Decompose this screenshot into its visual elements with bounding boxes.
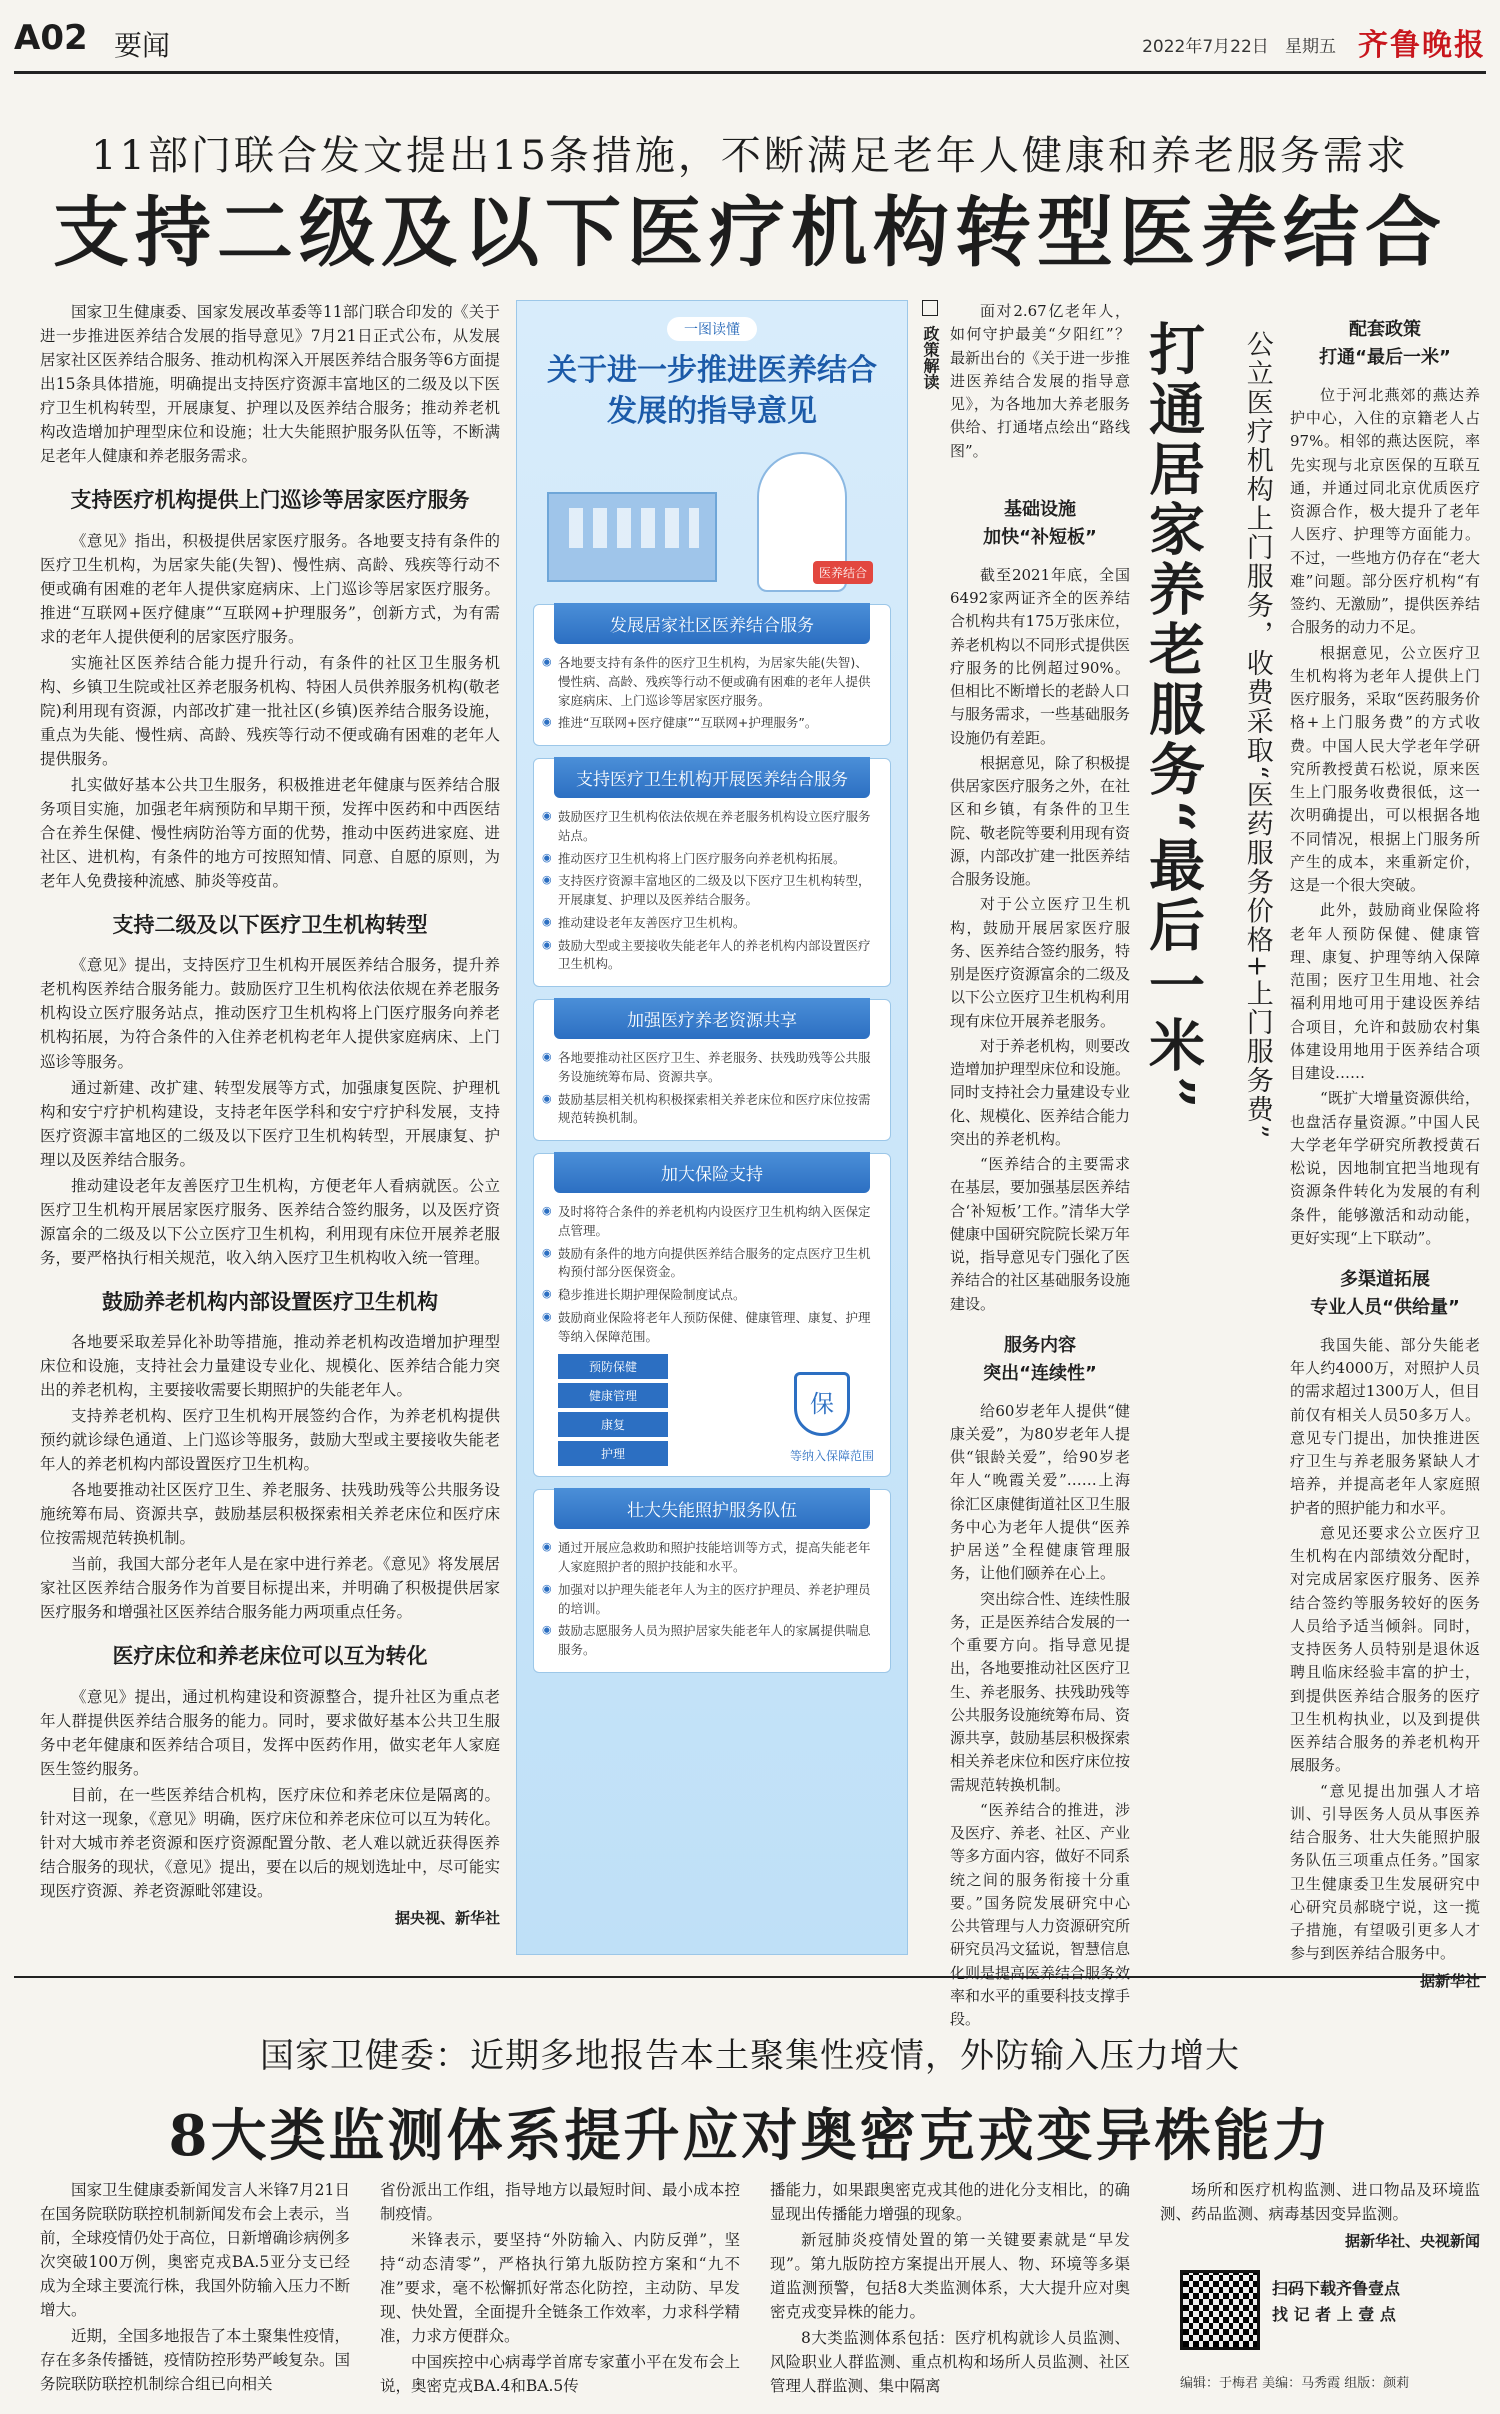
paragraph: 中国疾控中心病毒学首席专家董小平在发布会上说，奥密克戎BA.4和BA.5传 <box>380 2353 740 2396</box>
infographic-item: ◉ 鼓励大型或主要接收失能老年人的养老机构内部设置医疗卫生机构。 <box>534 935 890 977</box>
paragraph: “意见提出加强人才培训、引导医务人员从事医养结合服务、壮大失能照护服务队伍三项重点任务。”国家卫生健康委卫生发展研究中心研究员郝晓宁说，这一揽子措施，有望吸引更多人才参与到医养结合服务中。 <box>1290 1781 1480 1963</box>
infographic-item: ◉ 及时将符合条件的养老机构内设医疗卫生机构纳入医保定点管理。 <box>534 1201 890 1243</box>
infographic-item: ◉ 各地要推动社区医疗卫生、养老服务、扶残助残等公共服务设施统筹布局、资源共享。 <box>534 1047 890 1089</box>
source-credit: 据新华社 <box>1419 1971 1480 1990</box>
staff-credits: 编辑：于梅君 美编：马秀霞 组版：颜莉 <box>1180 2376 1410 2391</box>
article-lead: 国家卫生健康委、国家发展改革委等11部门联合印发的《关于进一步推进医养结合发展的指导意见》7月21日正式公布，从发展居家社区医养结合服务、推动机构深入开展医养结合服务等6方面提出15条具体措施，明确提出支持医疗资源丰富地区的二级及以下医疗卫生机构转型，开展康复、护理以及医养结合服务；推动养老机构改造增加护理型床位和设施；壮大失能照护服务队伍等，不断满足老年人健康和养老服务需求。 <box>40 303 500 466</box>
paragraph: 近期，全国多地报告了本土聚集性疫情，存在多条传播链，疫情防控形势严峻复杂。国务院联防联控机制综合组已向相关 <box>40 2327 351 2394</box>
dateline <box>1142 32 1336 57</box>
qr-caption <box>1272 2276 1400 2327</box>
explainer-col-b <box>1290 300 1480 1993</box>
infographic-title <box>517 351 907 432</box>
paragraph: 场所和医疗机构监测、进口物品及环境监测、药品监测、病毒基因变异监测。 <box>1160 2181 1480 2224</box>
coverage-chip: 预防保健 <box>558 1354 668 1379</box>
paragraph: 对于公立医疗卫生机构，鼓励开展居家医疗服务、医养结合签约服务，特别是医疗资源富余的二级及以下公立医疗卫生机构利用现有床位开展养老服务。 <box>950 895 1131 1030</box>
paragraph: 省份派出工作组，指导地方以最短时间、最小成本控制疫情。 <box>380 2181 740 2224</box>
paragraph: “既扩大增量资源供给，也盘活存量资源。”中国人民大学老年学研究所教授黄石松说，因地制宜把当地现有资源条件转化为发展的有利条件，能够激活和动动能，更好实现“上下联动”。 <box>1290 1089 1480 1247</box>
paragraph: 位于河北燕郊的燕达养护中心，入住的京籍老人占97%。相邻的燕达医院，率先实现与北京医保的互联互通，并通过同北京优质医疗资源合作，极大提升了老年人医疗、护理等方面能力。不过，一些地方仍存在“老大难”问题。部分医疗机构“有签约、无激励”，提供医养结合服务的动力不足。 <box>1290 385 1480 637</box>
paragraph: 给60岁老年人提供“健康关爱”，为80岁老年人提供“银龄关爱”，给90岁老年人“晚霞关爱”……上海徐汇区康健街道社区卫生服务中心为老年人提供“医养护居送”全程健康管理服务，让他们颐养在心上。 <box>950 1401 1131 1583</box>
explainer-intro-text: 面对2.67亿老年人，如何守护最美“夕阳红”？最新出台的《关于进一步推进医养结合发展的指导意见》，为各地加大养老服务供给、打通堵点绘出“路线图”。 <box>950 302 1131 460</box>
source-credit: 据央视、新华社 <box>394 1909 500 1928</box>
weekday: 星期五 <box>1285 37 1336 57</box>
bottom-headline: 8大类监测体系提升应对奥密克戎变异株能力 <box>168 2103 1332 2169</box>
source-credit: 据新华社、央视新闻 <box>1344 2232 1480 2251</box>
paragraph: 实施社区医养结合能力提升行动，有条件的社区卫生服务机构、乡镇卫生院或社区养老服务机构、特困人员供养服务机构(敬老院)利用现有资源，内部改扩建一批社区(乡镇)医养结合服务设施，重点为失能、慢性病、高龄、残疾等行动不便或确有困难的老年人提供服务。 <box>40 653 500 768</box>
paragraph: 新冠肺炎疫情处置的第一关键要素就是“早发现”。第九版防控方案提出开展人、物、环境等多渠道监测预警，包括8大类监测体系，大大提升应对奥密克戎变异株的能力。 <box>770 2231 1130 2322</box>
top-kicker: 11部门联合发文提出15条措施，不断满足老年人健康和养老服务需求 <box>91 133 1409 179</box>
bottom-col-4 <box>1160 2178 1480 2253</box>
paragraph: 8大类监测体系包括：医疗机构就诊人员监测、风险职业人群监测、重点机构和场所人员监测、社区管理人群监测、集中隔离 <box>770 2329 1130 2396</box>
qr-caption-line: 找 记 者 上 壹 点 <box>1272 2304 1396 2324</box>
coverage-chip: 护理 <box>558 1441 668 1466</box>
bottom-col-2 <box>380 2178 740 2400</box>
infographic-section <box>533 758 891 987</box>
infographic-item: ◉ 推进“互联网+医疗健康”“互联网+护理服务”。 <box>534 712 890 735</box>
infographic-section-title: 壮大失能照护服务队伍 <box>554 1488 870 1529</box>
paragraph: 《意见》提出，通过机构建设和资源整合，提升社区为重点老年人群提供医养结合服务的能力。同时，要求做好基本公共卫生服务中老年健康和医养结合项目，发挥中医药作用，做实老年人家庭医生签约服务。 <box>40 1687 500 1778</box>
paragraph: 截至2021年底，全国6492家两证齐全的医养结合机构共有175万张床位，养老机构以不同形式提供医疗服务的比例超过90%。但相比不断增长的老龄人口与服务需求，一些基础服务设施仍有差距。 <box>950 565 1131 747</box>
paragraph: “医养结合的主要需求在基层，要加强基层医养结合‘补短板’工作。”清华大学健康中国研究院院长梁万年说，指导意见专门强化了医养结合的社区基础服务设施建设。 <box>950 1155 1131 1313</box>
paragraph: 《意见》提出，支持医疗卫生机构开展医养结合服务，提升养老机构医养结合服务能力。鼓励医疗卫生机构依法依规在养老服务机构设立医疗服务站点，推动医疗卫生机构将上门医疗服务向养老机构拓展，为符合条件的入住养老机构老年人提供家庭病床、上门巡诊等服务。 <box>40 956 500 1071</box>
infographic-section-title: 支持医疗卫生机构开展医养结合服务 <box>554 757 870 798</box>
infographic-title-line: 关于进一步推进医养结合 <box>547 353 877 388</box>
infographic-section-title: 加强医疗养老资源共享 <box>554 998 870 1039</box>
shield-icon: 保 <box>794 1372 850 1436</box>
paragraph: 此外，鼓励商业保险将老年人预防保健、健康管理、康复、护理等纳入保障范围；医疗卫生用地、社会福利用地可用于建设医养结合项目，允许和鼓励农村集体建设用地用于医养结合项目建设…… <box>1290 901 1480 1083</box>
paragraph: 扎实做好基本公共卫生服务，积极推进老年健康与医养结合服务项目实施，加强老年病预防和早期干预，发挥中医药和中西医结合在养生保健、慢性病防治等方面的优势，推动中医药进家庭、进社区、进机构，有条件的地方可按照知情、同意、自愿的原则，为老年人免费接种流感、肺炎等疫苗。 <box>40 775 500 890</box>
paragraph: 我国失能、部分失能老年人约4000万，对照护人员的需求超过1300万人，但目前仅有相关人员50多万人。意见专门提出，加快推进医疗卫生与养老服务紧缺人才培养，并提高老年人家庭照护者的照护能力和水平。 <box>1290 1335 1480 1517</box>
coverage-chip: 健康管理 <box>558 1383 668 1408</box>
section-name: 要闻 <box>114 29 171 62</box>
paragraph: 米锋表示，要坚持“外防输入、内防反弹”，坚持“动态清零”，严格执行第九版防控方案和“九不准”要求，毫不松懈抓好常态化防控，主动防、早发现、快处置，全面提升全链条工作效率，力求科学精准，力求方便群众。 <box>380 2231 740 2346</box>
top-headline: 支持二级及以下医疗机构转型医养结合 <box>53 188 1447 277</box>
qr-code[interactable] <box>1180 2270 1260 2350</box>
explainer-headline: 打通居家养老服务“最后一米” <box>1140 320 1206 1113</box>
section-heading: 支持二级及以下医疗卫生机构转型 <box>112 912 428 937</box>
explainer-subhead: 公立医疗机构上门服务，收费采取“医药服务价格+上门服务费” <box>1241 330 1273 1141</box>
infographic-item: ◉ 加强对以护理失能老年人为主的医疗护理员、养老护理员的培训。 <box>534 1579 890 1621</box>
infographic-badge: 医养结合 <box>813 561 873 584</box>
paragraph: 推动建设老年友善医疗卫生机构，方便老年人看病就医。公立医疗卫生机构开展居家医疗服务、医养结合签约服务，以及医疗资源富余的二级及以下公立医疗卫生机构，利用现有床位开展养老服务，要严格执行相关规范，收入纳入医疗卫生机构收入统一管理。 <box>40 1176 500 1267</box>
paragraph: 当前，我国大部分老年人是在家中进行养老。《意见》将发展居家社区医养结合服务作为首要目标提出来，并明确了积极提供居家医疗服务和增强社区医养结合服务能力两项重点任务。 <box>40 1555 500 1622</box>
infographic-section-title: 发展居家社区医养结合服务 <box>554 603 870 644</box>
policy-label <box>918 300 940 390</box>
date: 2022年7月22日 <box>1142 37 1269 57</box>
paragraph: 国家卫生健康委新闻发言人米锋7月21日在国务院联防联控机制新闻发布会上表示，当前，全球疫情仍处于高位，日新增确诊病例多次突破100万例，奥密克戎BA.5亚分支已经成为全球主要流行株，我国外防输入压力不断增大。 <box>40 2181 351 2320</box>
coverage-list <box>558 1354 668 1466</box>
page-number: A02 <box>14 18 88 58</box>
paragraph: 播能力，如果跟奥密克戎其他的进化分支相比，的确显现出传播能力增强的现象。 <box>770 2181 1130 2224</box>
paragraph: 各地要推动社区医疗卫生、养老服务、扶残助残等公共服务设施统筹布局、资源共享，鼓励基层积极探索相关养老床位和医疗床位按需规范转换机制。 <box>40 1481 500 1548</box>
bottom-kicker: 国家卫健委：近期多地报告本土聚集性疫情，外防输入压力增大 <box>260 2036 1240 2076</box>
infographic-section <box>533 999 891 1141</box>
infographic-item: ◉ 推动医疗卫生机构将上门医疗服务向养老机构拓展。 <box>534 848 890 871</box>
label-box-icon <box>922 300 938 316</box>
paragraph: 突出综合性、连续性服务，正是医养结合发展的一个重要方向。指导意见提出，各地要推动社区医疗卫生、养老服务、扶残助残等公共服务设施统筹布局、资源共享，鼓励基层积极探索相关养老床位和医疗床位按需规范转换机制。 <box>950 1589 1131 1794</box>
paragraph: 支持养老机构、医疗卫生机构开展签约合作，为养老机构提供预约就诊绿色通道、上门巡诊等服务，鼓励大型或主要接收失能老年人的养老机构内部设置医疗卫生机构。 <box>40 1407 500 1474</box>
infographic-title-line: 发展的指导意见 <box>607 393 817 429</box>
qr-caption-line: 扫码下载齐鲁壹点 <box>1272 2279 1401 2298</box>
bottom-col-1 <box>40 2178 350 2398</box>
infographic-section-title: 加大保险支持 <box>554 1152 870 1193</box>
explainer-col-a <box>950 480 1130 2033</box>
coverage-chip: 康复 <box>558 1412 668 1437</box>
paragraph: 通过新建、改扩建、转型发展等方式，加强康复医院、护理机构和安宁疗护机构建设，支持老年医学科和安宁疗护科发展，支持医疗资源丰富地区的二级及以下医疗卫生机构转型，开展康复、护理以及医养结合服务。 <box>40 1078 500 1169</box>
infographic <box>516 300 908 1955</box>
infographic-illustration <box>537 442 887 592</box>
paragraph: 目前，在一些医养结合机构，医疗床位和养老床位是隔离的。针对这一现象，《意见》明确，医疗床位和养老床位可以互为转化。针对大城市养老资源和医疗资源配置分散、老人难以就近获得医养结合服务的现状，《意见》提出，要在以后的规划选址中，尽可能实现医疗资源、养老资源毗邻建设。 <box>40 1785 500 1901</box>
infographic-item: ◉ 推动建设老年友善医疗卫生机构。 <box>534 912 890 935</box>
paragraph: 根据意见，公立医疗卫生机构将为老年人提供上门医疗服务，采取“医药服务价格+上门服务费”的方式收费。中国人民大学老年学研究所教授黄石松说，原来医生上门服务收费很低，这一次明确提出，可以根据各地不同情况，根据上门服务所产生的成本，来重新定价，这是一个很大突破。 <box>1290 643 1480 895</box>
subsection-heading: 多渠道拓展 专业人员“供给量” <box>1310 1269 1460 1318</box>
article-main <box>40 300 500 1930</box>
hospital-building-icon <box>547 492 717 582</box>
newspaper-logo: 齐鲁晚报 <box>1358 28 1486 63</box>
section-heading: 医疗床位和养老床位可以互为转化 <box>112 1644 428 1669</box>
explainer-intro <box>950 300 1130 465</box>
infographic-item: ◉ 鼓励志愿服务人员为照护居家失能老年人的家属提供喘息服务。 <box>534 1620 890 1662</box>
infographic-item: ◉ 鼓励有条件的地方向提供医养结合服务的定点医疗卫生机构预付部分医保资金。 <box>534 1243 890 1285</box>
infographic-item: ◉ 鼓励商业保险将老年人预防保健、健康管理、康复、护理等纳入保障范围。 <box>534 1307 890 1349</box>
paragraph: 意见还要求公立医疗卫生机构在内部绩效分配时，对完成居家医疗服务、医养结合签约等服务较好的医务人员给予适当倾斜。同时，支持医务人员特别是退休返聘且临床经验丰富的护士，到提供医养结合服务的医疗卫生机构执业，以及到提供医养结合服务的养老机构开展服务。 <box>1290 1523 1480 1775</box>
infographic-section <box>533 1489 891 1673</box>
subsection-heading: 基础设施 加快“补短板” <box>983 499 1097 548</box>
subsection-heading: 配套政策 打通“最后一米” <box>1319 319 1451 368</box>
infographic-item: ◉ 支持医疗资源丰富地区的二级及以下医疗卫生机构转型，开展康复、护理以及医养结合服务。 <box>534 870 890 912</box>
infographic-item: ◉ 通过开展应急救助和照护技能培训等方式，提高失能老年人家庭照护者的照护技能和水平。 <box>534 1537 890 1579</box>
paragraph: 根据意见，除了积极提供居家医疗服务之外，在社区和乡镇，有条件的卫生院、敬老院等要利用现有资源，内部改扩建一批医养结合服务设施。 <box>950 753 1131 889</box>
paragraph: 对于养老机构，则要改造增加护理型床位和设施。同时支持社会力量建设专业化、规模化、医养结合能力突出的养老机构。 <box>950 1036 1131 1148</box>
divider <box>14 1976 1486 1978</box>
infographic-item: ◉ 稳步推进长期护理保险制度试点。 <box>534 1284 890 1307</box>
infographic-item: ◉ 鼓励基层相关机构积极探索相关养老床位和医疗床位按需规范转换机制。 <box>534 1089 890 1131</box>
infographic-item: ◉ 鼓励医疗卫生机构依法依规在养老服务机构设立医疗服务站点。 <box>534 806 890 848</box>
paragraph: 《意见》指出，积极提供居家医疗服务。各地要支持有条件的医疗卫生机构，为居家失能(失智)、慢性病、高龄、残疾等行动不便或确有困难的老年人提供家庭病床、上门巡诊等居家医疗服务。推进“互联网+医疗健康”“互联网+护理服务”，创新方式，为有需求的老年人提供便利的居家医疗服务。 <box>40 531 500 646</box>
subsection-heading: 服务内容 突出“连续性” <box>983 1334 1097 1384</box>
paragraph: “医养结合的推进，涉及医疗、养老、社区、产业等多方面内容，做好不同系统之间的服务衔接十分重要。”国务院发展研究中心公共管理与人力资源研究所研究员冯文猛说，智慧信息化则是提高医养结合服务效率和水平的重要科技支撑手段。 <box>950 1800 1131 2029</box>
infographic-section <box>533 604 891 746</box>
infographic-tag: 一图读懂 <box>667 317 757 341</box>
bottom-col-3 <box>770 2178 1130 2400</box>
section-heading: 支持医疗机构提供上门巡诊等居家医疗服务 <box>70 488 470 513</box>
section-heading: 鼓励养老机构内部设置医疗卫生机构 <box>102 1289 438 1314</box>
masthead <box>14 10 1486 74</box>
coverage-note: 等纳入保障范围 <box>789 1449 874 1464</box>
infographic-section <box>533 1153 891 1477</box>
policy-label-text: 政策解读 <box>921 325 940 390</box>
paragraph: 各地要采取差异化补助等措施，推动养老机构改造增加护理型床位和设施，支持社会力量建设专业化、规模化、医养结合能力突出的养老机构，主要接收需要长期照护的失能老年人。 <box>40 1333 500 1400</box>
infographic-item: ◉ 各地要支持有条件的医疗卫生机构，为居家失能(失智)、慢性病、高龄、残疾等行动不便或确有困难的老年人提供家庭病床、上门巡诊等居家医疗服务。 <box>534 652 890 712</box>
